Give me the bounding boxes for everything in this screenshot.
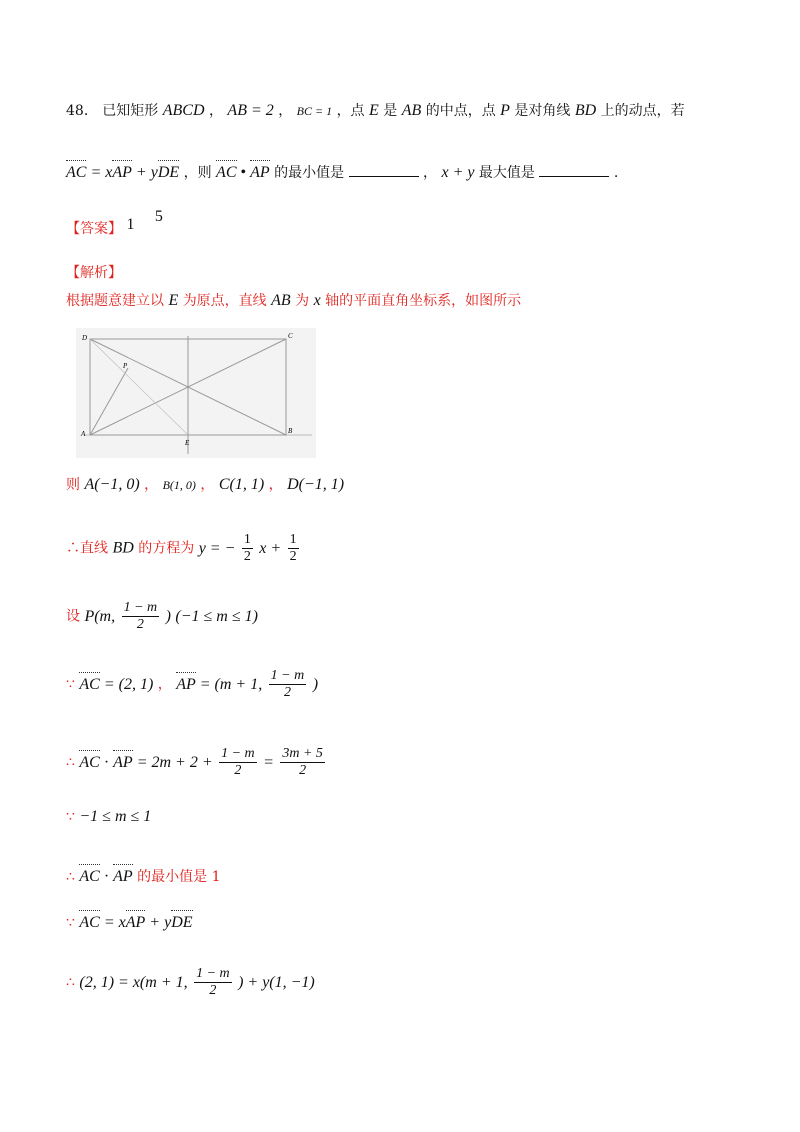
vector-ap: AP — [112, 164, 132, 181]
vector-de: DE — [157, 164, 180, 181]
math-bd: BD — [574, 102, 597, 119]
denominator: 2 — [243, 549, 251, 564]
text: 为 — [295, 293, 310, 309]
vector-ap: AP — [125, 914, 146, 931]
math-text: (2, 1) = x(m + 1, — [79, 973, 188, 991]
vector-ac: AC — [79, 914, 100, 931]
math-text: ) — [165, 607, 171, 625]
denominator: 2 — [136, 617, 144, 632]
text: ∴直线 — [66, 540, 108, 557]
math-text: ) — [312, 675, 319, 693]
coord-b: B(1, 0) — [162, 478, 196, 492]
vector-ap: AP — [250, 164, 270, 181]
text: ，点 — [336, 103, 365, 119]
label-p: P — [123, 362, 128, 370]
text: 上的动点，若 — [600, 103, 685, 119]
bd-equation-line — [66, 532, 301, 565]
vector-ac: AC — [79, 868, 100, 885]
fraction-1-m-over-2 — [122, 600, 160, 633]
text: ， — [208, 103, 223, 119]
math-x: x — [313, 292, 321, 309]
math-rect: ABCD — [162, 102, 205, 119]
math-e: E — [369, 102, 379, 119]
text: 的中点，点 — [425, 103, 496, 119]
question-line-2 — [66, 162, 618, 182]
math-text: = (m + 1, — [195, 675, 263, 693]
answer-blank-1[interactable] — [349, 164, 419, 177]
because-symbol: ∵ — [66, 676, 75, 693]
fraction-1-m-over-2 — [219, 746, 257, 779]
math-text: = x — [86, 164, 113, 181]
text: ， — [278, 103, 293, 119]
math-text: = x — [99, 914, 126, 931]
vectors-line — [66, 668, 318, 701]
answer-line — [66, 208, 163, 238]
math-text: y = − — [198, 539, 236, 557]
denominator: 2 — [234, 763, 242, 778]
math-text: P(m, — [84, 607, 116, 625]
text: 是 — [383, 103, 398, 119]
numerator: 1 — [289, 532, 297, 547]
answer-blank-2[interactable] — [539, 164, 609, 177]
vector-ac: AC — [66, 164, 87, 181]
math-ab: AB — [271, 292, 291, 309]
numerator: 1 − m — [123, 600, 158, 615]
math-bc: BC = 1 — [296, 104, 333, 118]
fraction-1-m-over-2 — [194, 966, 232, 999]
coordinate-figure — [76, 328, 316, 458]
answer-value-2: 5 — [154, 208, 163, 225]
label-d: D — [82, 334, 88, 342]
denominator: 2 — [289, 549, 297, 564]
text: 为原点，直线 — [182, 293, 267, 309]
answer-value-1: 1 — [126, 216, 135, 233]
because-symbol: ∵ — [66, 809, 75, 825]
vector-ap: AP — [176, 675, 196, 693]
vector-ac: AC — [79, 675, 100, 693]
coord-d: D(−1, 1) — [287, 476, 345, 493]
denominator: 2 — [299, 763, 307, 778]
dot-product-line — [66, 746, 327, 779]
math-xy: x + y — [441, 164, 475, 181]
text: ， — [157, 676, 172, 693]
text: 是对角线 — [514, 103, 571, 119]
math-range: (−1 ≤ m ≤ 1) — [175, 607, 258, 625]
math-text: x + — [259, 539, 282, 557]
min-value-line — [66, 866, 221, 886]
math-text: ) + y(1, −1) — [238, 973, 315, 991]
fraction-half — [242, 532, 253, 565]
coords-line — [66, 474, 344, 494]
math-bd: BD — [112, 539, 134, 557]
numerator: 1 — [243, 532, 251, 547]
fraction-3m-5-over-2 — [280, 746, 325, 779]
numerator: 3m + 5 — [282, 746, 323, 761]
math-text: + y — [131, 164, 158, 181]
therefore-symbol: ∴ — [66, 974, 75, 991]
numerator: 1 − m — [270, 668, 305, 683]
fraction-half — [288, 532, 299, 565]
label-e: E — [185, 439, 190, 447]
vector-ap: AP — [113, 753, 133, 771]
coord-c: C(1, 1) — [218, 476, 265, 493]
label-b: B — [288, 427, 293, 435]
cdot-operator: · — [99, 753, 114, 771]
cdot-operator: · — [99, 868, 114, 885]
because-symbol: ∵ — [66, 915, 75, 931]
min-value-text: 的最小值是 1 — [137, 869, 221, 885]
text: ， — [200, 477, 215, 493]
text: 设 — [66, 608, 80, 625]
label-a: A — [81, 430, 86, 438]
math-text: = — [263, 753, 274, 771]
denominator: 2 — [209, 983, 217, 998]
text: ， — [423, 165, 438, 181]
label-c: C — [288, 332, 293, 340]
text: 则 — [66, 477, 80, 493]
dot-operator: • — [236, 164, 251, 181]
text: 轴的平面直角坐标系，如图所示 — [325, 293, 522, 309]
denominator: 2 — [283, 685, 291, 700]
question-number: 48． — [66, 103, 98, 119]
math-ab: AB = 2 — [227, 102, 274, 119]
therefore-symbol: ∴ — [66, 869, 75, 885]
numerator: 1 − m — [221, 746, 255, 761]
text: 最大值是 — [478, 165, 535, 181]
range-line — [66, 808, 151, 826]
math-e: E — [168, 292, 179, 309]
set-p-line — [66, 600, 258, 633]
text: ， — [268, 477, 283, 493]
text: 的方程为 — [138, 540, 195, 557]
vector-de: DE — [171, 914, 193, 931]
coord-a: A(−1, 0) — [84, 476, 140, 493]
figure-background — [76, 328, 316, 458]
math-text: + y — [145, 914, 172, 931]
vector-ap: AP — [113, 868, 133, 885]
math-text: = (2, 1) — [99, 675, 154, 693]
text: ，则 — [183, 165, 212, 181]
math-p: P — [500, 102, 510, 119]
math-range: −1 ≤ m ≤ 1 — [79, 808, 152, 825]
fraction-1-m-over-2 — [269, 668, 307, 701]
analysis-setup — [66, 290, 521, 310]
text: 的最小值是 — [274, 165, 345, 181]
analysis-label: 【解析】 — [66, 265, 122, 281]
numerator: 1 − m — [196, 966, 230, 981]
vector-ac: AC — [216, 164, 237, 181]
math-ab: AB — [401, 102, 422, 119]
text: ， — [144, 477, 159, 493]
final-equation-line — [66, 966, 315, 999]
therefore-symbol: ∴ — [66, 754, 75, 771]
text: . — [613, 165, 619, 181]
math-text: = 2m + 2 + — [132, 753, 213, 771]
question-line-1 — [66, 100, 685, 120]
decomposition-line — [66, 914, 193, 932]
text: 已知矩形 — [102, 103, 159, 119]
answer-label: 【答案】 — [66, 221, 122, 237]
vector-ac: AC — [79, 753, 100, 771]
text: 根据题意建立以 — [66, 293, 164, 309]
